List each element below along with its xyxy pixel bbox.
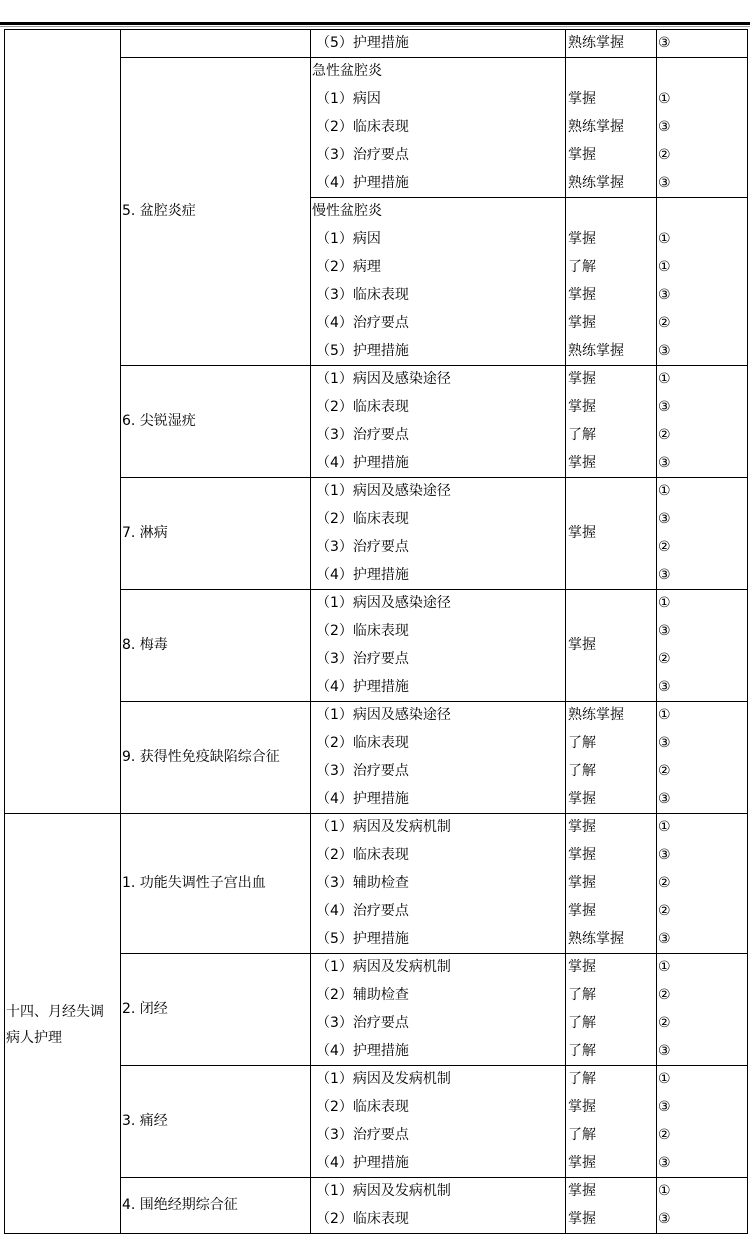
- group-separator: [310, 365, 748, 366]
- item-level: 熟练掌握: [568, 175, 624, 191]
- disease-name: 8. 梅毒: [122, 637, 168, 653]
- item-level: 熟练掌握: [568, 931, 624, 947]
- item-code: ②: [658, 763, 671, 779]
- disease-name: 2. 闭经: [122, 1001, 168, 1017]
- item-level: 了解: [568, 1071, 596, 1087]
- item-code: ③: [658, 287, 671, 303]
- disease-separator: [120, 701, 311, 702]
- item-level: 掌握: [568, 287, 596, 303]
- item-code: ②: [658, 903, 671, 919]
- item-code: ①: [658, 91, 671, 107]
- item-level: 掌握: [568, 455, 596, 471]
- item-level: 掌握: [568, 847, 596, 863]
- item-text: （5）护理措施: [316, 343, 409, 359]
- item-text: （1）病因及发病机制: [316, 819, 451, 835]
- group-separator: [310, 589, 748, 590]
- item-text: （1）病因: [316, 91, 381, 107]
- item-text: （2）病理: [316, 259, 381, 275]
- item-text: （5）护理措施: [316, 931, 409, 947]
- item-code: ③: [658, 35, 671, 51]
- item-code: ③: [658, 511, 671, 527]
- item-text: （2）临床表现: [316, 511, 409, 527]
- item-text: （1）病因及发病机制: [316, 1071, 451, 1087]
- item-code: ③: [658, 399, 671, 415]
- section-separator: [4, 1233, 748, 1234]
- item-text: （4）护理措施: [316, 455, 409, 471]
- item-code: ①: [658, 259, 671, 275]
- disease-name: 4. 围绝经期综合征: [122, 1197, 238, 1213]
- item-code: ③: [658, 175, 671, 191]
- item-level: 掌握: [568, 875, 596, 891]
- disease-name: 3. 痛经: [122, 1113, 168, 1129]
- item-code: ③: [658, 847, 671, 863]
- disease-separator: [120, 477, 311, 478]
- column-border-2: [310, 29, 311, 1234]
- item-level: 掌握: [568, 91, 596, 107]
- item-level: 掌握: [568, 791, 596, 807]
- disease-separator: [120, 953, 311, 954]
- item-level: 了解: [568, 259, 596, 275]
- item-level: 掌握: [568, 959, 596, 975]
- disease-name: 6. 尖锐湿疣: [122, 413, 196, 429]
- top-rule-shadow: [0, 26, 750, 27]
- item-code: ③: [658, 623, 671, 639]
- item-code: ③: [658, 735, 671, 751]
- disease-name: 5. 盆腔炎症: [122, 203, 196, 219]
- group-separator: [310, 1065, 748, 1066]
- item-text: （2）临床表现: [316, 735, 409, 751]
- item-text: （1）病因: [316, 231, 381, 247]
- category-label: 十四、月经失调: [6, 1004, 104, 1020]
- category-label: 病人护理: [6, 1030, 62, 1046]
- item-text: （4）护理措施: [316, 1043, 409, 1059]
- item-code: ③: [658, 1155, 671, 1171]
- item-text: （2）临床表现: [316, 623, 409, 639]
- item-level: 熟练掌握: [568, 707, 624, 723]
- item-text: （4）护理措施: [316, 1155, 409, 1171]
- item-code: ①: [658, 483, 671, 499]
- item-text: （1）病因及感染途径: [316, 707, 451, 723]
- item-code: ②: [658, 539, 671, 555]
- group-separator: [310, 701, 748, 702]
- item-text: （3）治疗要点: [316, 147, 409, 163]
- group-separator: [310, 953, 748, 954]
- disease-separator: [120, 365, 311, 366]
- item-code: ①: [658, 959, 671, 975]
- group-separator: [310, 57, 748, 58]
- disease-separator: [120, 589, 311, 590]
- item-code: ③: [658, 567, 671, 583]
- item-text: （4）护理措施: [316, 791, 409, 807]
- item-level: 了解: [568, 1043, 596, 1059]
- group-heading: 急性盆腔炎: [312, 63, 382, 79]
- item-code: ③: [658, 1099, 671, 1115]
- item-text: （4）治疗要点: [316, 315, 409, 331]
- item-text: （2）临床表现: [316, 1099, 409, 1115]
- item-text: （4）护理措施: [316, 175, 409, 191]
- item-level: 掌握: [568, 1099, 596, 1115]
- merged-level: 掌握: [568, 637, 596, 653]
- item-text: （3）临床表现: [316, 287, 409, 303]
- disease-separator: [120, 1177, 311, 1178]
- item-text: （2）辅助检查: [316, 987, 409, 1003]
- item-text: （2）临床表现: [316, 399, 409, 415]
- group-separator: [310, 1177, 748, 1178]
- item-level: 掌握: [568, 399, 596, 415]
- item-code: ②: [658, 987, 671, 1003]
- item-code: ①: [658, 1071, 671, 1087]
- group-heading: 慢性盆腔炎: [312, 203, 382, 219]
- item-text: （1）病因及感染途径: [316, 483, 451, 499]
- item-level: 了解: [568, 427, 596, 443]
- item-text: （3）治疗要点: [316, 427, 409, 443]
- item-code: ①: [658, 231, 671, 247]
- item-code: ①: [658, 1183, 671, 1199]
- table-top-border: [4, 29, 748, 30]
- column-border-0: [4, 29, 5, 1234]
- item-code: ③: [658, 1043, 671, 1059]
- item-level: 熟练掌握: [568, 119, 624, 135]
- top-rule: [0, 22, 750, 25]
- item-level: 掌握: [568, 1183, 596, 1199]
- item-level: 掌握: [568, 147, 596, 163]
- item-level: 掌握: [568, 315, 596, 331]
- item-code: ②: [658, 651, 671, 667]
- item-level: 熟练掌握: [568, 35, 624, 51]
- item-text: （1）病因及感染途径: [316, 595, 451, 611]
- item-code: ①: [658, 819, 671, 835]
- item-level: 了解: [568, 763, 596, 779]
- item-text: （3）治疗要点: [316, 1127, 409, 1143]
- item-code: ③: [658, 931, 671, 947]
- disease-name: 9. 获得性免疫缺陷综合征: [122, 749, 280, 765]
- item-code: ③: [658, 791, 671, 807]
- item-text: （2）临床表现: [316, 847, 409, 863]
- item-code: ②: [658, 427, 671, 443]
- item-text: （4）护理措施: [316, 567, 409, 583]
- group-separator: [310, 197, 748, 198]
- item-level: 了解: [568, 987, 596, 1003]
- item-text: （3）治疗要点: [316, 539, 409, 555]
- item-text: （3）治疗要点: [316, 1015, 409, 1031]
- item-code: ③: [658, 1211, 671, 1227]
- disease-name: 7. 淋病: [122, 525, 168, 541]
- item-text: （1）病因及感染途径: [316, 371, 451, 387]
- disease-separator: [120, 1065, 311, 1066]
- item-code: ①: [658, 707, 671, 723]
- item-level: 了解: [568, 735, 596, 751]
- item-text: （2）临床表现: [316, 119, 409, 135]
- disease-separator: [120, 57, 311, 58]
- item-level: 熟练掌握: [568, 343, 624, 359]
- item-code: ②: [658, 147, 671, 163]
- item-text: （3）辅助检查: [316, 875, 409, 891]
- column-border-4: [656, 29, 657, 1234]
- item-level: 掌握: [568, 819, 596, 835]
- item-level: 了解: [568, 1127, 596, 1143]
- item-code: ②: [658, 875, 671, 891]
- column-border-5: [747, 29, 748, 1234]
- item-level: 掌握: [568, 371, 596, 387]
- item-code: ③: [658, 455, 671, 471]
- item-text: （5）护理措施: [316, 35, 409, 51]
- item-level: 了解: [568, 1015, 596, 1031]
- item-code: ②: [658, 1127, 671, 1143]
- item-code: ①: [658, 595, 671, 611]
- item-code: ①: [658, 371, 671, 387]
- item-text: （3）治疗要点: [316, 763, 409, 779]
- item-level: 掌握: [568, 903, 596, 919]
- item-text: （1）病因及发病机制: [316, 959, 451, 975]
- item-level: 掌握: [568, 1211, 596, 1227]
- merged-level: 掌握: [568, 525, 596, 541]
- disease-name: 1. 功能失调性子宫出血: [122, 875, 266, 891]
- column-border-3: [565, 29, 566, 1234]
- item-text: （3）治疗要点: [316, 651, 409, 667]
- item-text: （1）病因及发病机制: [316, 1183, 451, 1199]
- item-text: （4）治疗要点: [316, 903, 409, 919]
- item-level: 掌握: [568, 1155, 596, 1171]
- item-code: ②: [658, 315, 671, 331]
- item-text: （4）护理措施: [316, 679, 409, 695]
- group-separator: [310, 477, 748, 478]
- item-code: ②: [658, 1015, 671, 1031]
- item-text: （2）临床表现: [316, 1211, 409, 1227]
- item-code: ③: [658, 679, 671, 695]
- column-border-1: [120, 29, 121, 1234]
- item-code: ③: [658, 343, 671, 359]
- item-code: ③: [658, 119, 671, 135]
- section-separator: [4, 813, 748, 814]
- item-level: 掌握: [568, 231, 596, 247]
